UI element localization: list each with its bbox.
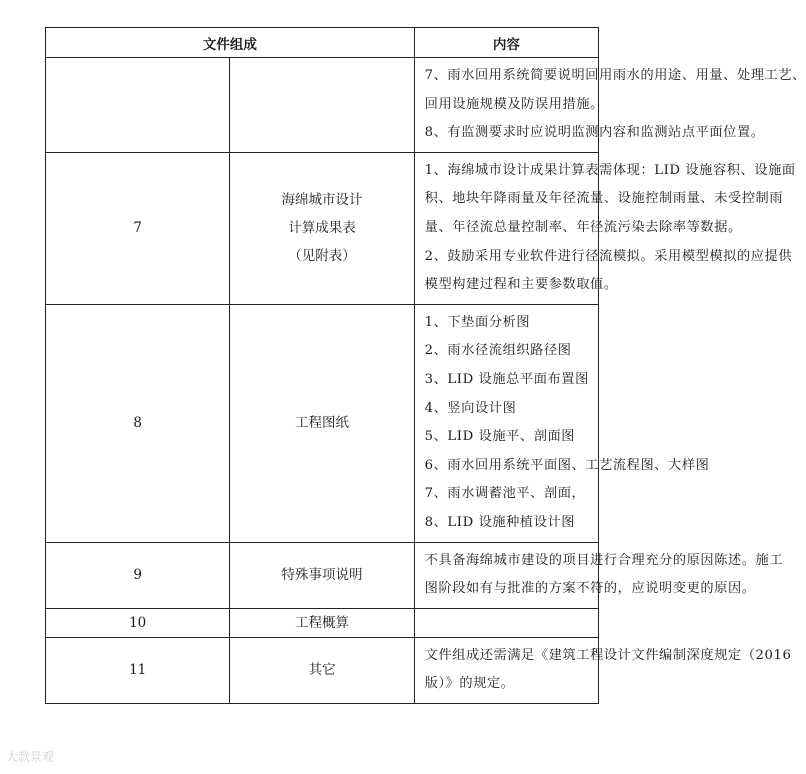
file-name-line: 特殊事项说明 [281, 567, 363, 584]
row-file-name [230, 58, 414, 153]
header-file-composition: 文件组成 [46, 28, 415, 58]
table-row [46, 152, 599, 304]
row-content [414, 58, 806, 153]
content-line: 7、雨水回用系统简要说明回用雨水的用途、用量、处理工艺、 [424, 68, 806, 83]
row-content [414, 304, 710, 542]
file-name-line: 海绵城市设计 [281, 192, 363, 209]
row-content [414, 608, 598, 637]
content-line: 6、雨水回用系统平面图、工艺流程图、大样图 [424, 457, 710, 473]
file-name-line: 工程概算 [294, 614, 349, 631]
file-name-line: 计算成果表 [288, 220, 356, 237]
content-line: 模型构建过程和主要参数取值。 [424, 277, 618, 293]
content-line: 量、年径流总量控制率、年径流污染去除率等数据。 [424, 219, 742, 235]
content-line: 7、雨水调蓄池平、剖面， [424, 486, 586, 502]
row-number: 7 [46, 152, 230, 304]
document-table [45, 27, 806, 704]
content-line: 版）》的规定。 [424, 676, 515, 692]
table-row [46, 542, 599, 608]
table-row [46, 304, 599, 542]
row-file-name [230, 542, 414, 608]
row-content [414, 152, 796, 304]
content-line: 积、地块年降雨量及年径流量、设施控制雨量、未受控制雨 [424, 191, 784, 207]
content-line: 1、海绵城市设计成果计算表需体现：LID 设施容积、设施面 [424, 162, 796, 178]
content-line: 8、LID 设施种植设计图 [424, 514, 576, 530]
content-line: 回用设施规模及防误用措施。 [424, 96, 604, 112]
content-line: 5、LID 设施平、剖面图 [424, 429, 576, 445]
content-line: 4、竖向设计图 [424, 400, 517, 416]
row-content [414, 637, 792, 703]
row-file-name [230, 152, 414, 304]
table-header-row [46, 28, 599, 58]
content-line: 1、下垫面分析图 [424, 314, 531, 330]
row-number [46, 58, 230, 153]
row-file-name [230, 304, 414, 542]
table-row [46, 637, 599, 703]
table-row [46, 58, 599, 153]
content-line: 不具备海绵城市建设的项目进行合理充分的原因陈述。施工 [424, 552, 784, 568]
content-line: 文件组成还需满足《建筑工程设计文件编制深度规定（2016 [424, 647, 792, 663]
row-file-name [230, 637, 414, 703]
content-line: 2、雨水径流组织路径图 [424, 343, 572, 359]
content-line: 8、有监测要求时应说明监测内容和监测站点平面位置。 [424, 125, 765, 141]
watermark: 大款景观 [6, 750, 55, 764]
row-number: 11 [46, 637, 230, 703]
content-line: 3、LID 设施总平面布置图 [424, 371, 589, 387]
row-file-name [230, 608, 414, 637]
file-name-line: 工程图纸 [294, 415, 349, 432]
table-body [46, 58, 806, 704]
file-name-line: 其它 [308, 662, 336, 679]
file-name-line: （见附表） [288, 248, 356, 265]
content-line: 2、鼓励采用专业软件进行径流模拟。采用模型模拟的应提供 [424, 248, 793, 264]
row-number: 8 [46, 304, 230, 542]
row-number: 9 [46, 542, 230, 608]
row-content [414, 542, 784, 608]
content-line: 图阶段如有与批准的方案不符的，应说明变更的原因。 [424, 581, 756, 597]
header-content: 内容 [414, 28, 598, 58]
row-number: 10 [46, 608, 230, 637]
table-row [46, 608, 599, 637]
